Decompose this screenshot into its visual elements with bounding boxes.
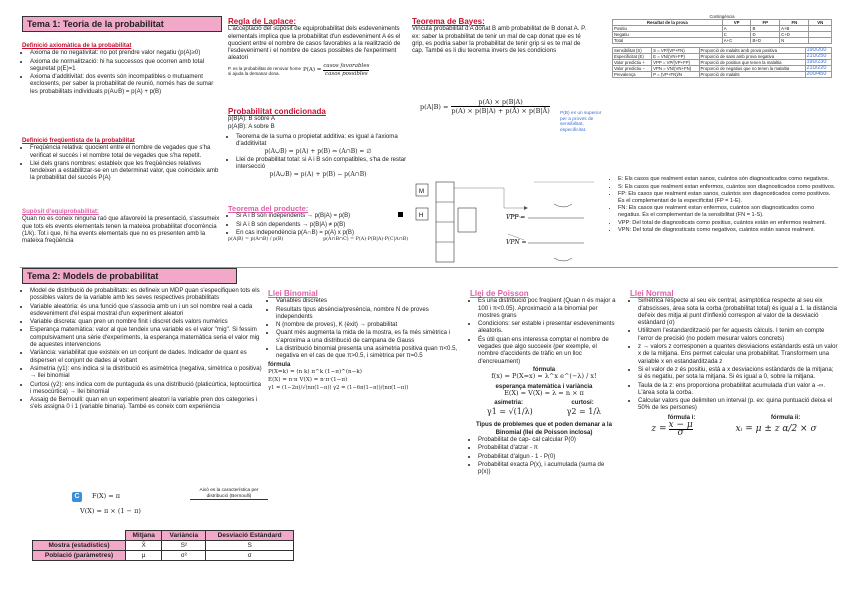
- table-cell: Valor predictiu −: [613, 66, 652, 72]
- table-cell: S: [206, 541, 294, 551]
- formula-den: σ: [677, 428, 684, 439]
- indicadors-table: [612, 47, 832, 78]
- bernoulli-note: Això es la característica per distribució (Bernoulli): [190, 488, 268, 500]
- formula-lhs: p(A|B) =: [420, 102, 449, 111]
- list-item: • Llei de probabilitat total: si A i B són compatibles, s'ha de restar intersecció: [236, 156, 408, 171]
- poisson-formula: f(x) = P(X=x) = λ^x e^(−λ) / x!: [491, 372, 597, 381]
- list-item: • La distribució binomial presenta una asimetria positiva quan π<0.5, negativa en el cas de que π>0.5, i simètrica per π=0.5: [276, 345, 464, 360]
- table-header: Desviació Estàndard: [206, 531, 294, 541]
- tree-label-m: M: [419, 189, 424, 195]
- list-item: • Si A i B són dependents → p(B|A) ≠ p(B): [236, 221, 408, 228]
- table-header: VP: [722, 20, 751, 26]
- list-item: • Resultats tipus absència/presència, nombre N de proves independents: [276, 306, 464, 321]
- table-cell: 210/220: [805, 66, 832, 72]
- table-row: [33, 551, 294, 561]
- table-cell: σ²: [162, 551, 206, 561]
- table-cell: P = (VP+FN)/N: [652, 72, 699, 78]
- condicionada-heading: Probabilitat condicionada: [228, 107, 326, 116]
- formula-num: p(A) × p(B|A): [451, 98, 549, 107]
- list-item: • Llei dels grans nombres: estableix que les freqüències relatives tendeixen a estabilitzar-se en un determinat valor, que coincideix amb la probabilitat del succés P(A): [30, 160, 220, 182]
- table-row: [613, 38, 832, 44]
- table-cell: Proporció de negatius que no tenen la malaltia: [699, 66, 805, 72]
- list-item: • E: Els casos que realment estan sanos, cuántos són diagnosticados como negativos.: [618, 176, 838, 183]
- c-logo-icon: C: [72, 492, 82, 502]
- binomial: [268, 290, 464, 392]
- list-item: • Curtosi (γ2): ens indica com de puntaguda és una distribució (platicúrtica, leptocúrtica i mesocúrtica) → llei binomial: [30, 381, 264, 396]
- list-item: • Utilitzem l'estandardització per fer aquests càlculs. I tenim en compte l'error de precisió (no podem mesurar valors concrets): [638, 327, 838, 342]
- list-item: • Variable aleatòria: és una funció que s'associa amb un i un sol nombre real a cada esdeveniment d'el espai mostral d'un experiment aleatori: [30, 303, 264, 318]
- table-cell: X̄: [126, 541, 162, 551]
- list-item: • Freqüència relativa: quocient entre el nombre de vegades que s'ha verificat el succés i el nombre total de vegades que s'ha repetit.: [30, 144, 220, 159]
- poisson-asim-label: asimetria:: [494, 399, 523, 407]
- binomial-esperanca: E(X) = n·π V(X) = n·π·(1−π): [268, 376, 348, 383]
- table-cell: 190/230: [805, 60, 832, 66]
- list-item: • Teorema de la suma o propietat additiva: es igual a l'axioma d'additivitat: [236, 133, 408, 148]
- list-item: • Variables discretes: [276, 297, 464, 304]
- formula-lhs: P(A) =: [303, 66, 322, 73]
- normal-formula-label-2: fórmula ii:: [770, 413, 801, 421]
- list-item: • Si el valor de z és positiu, està a x desviacions estàndards de la mitjana; si és negatiu, per sota la mitjana. Si és igual a 0, sobre la mitjana.: [638, 366, 838, 381]
- list-item: • Quant més augmenta la mida de la mostra, es fa més simètrica i s'aproxima a una distribució de campana de Gauss: [276, 329, 464, 344]
- table-cell: Total: [613, 38, 723, 44]
- contingencia-definitions: [610, 176, 838, 235]
- table-cell: Mostra (estadístics): [33, 541, 126, 551]
- table-cell: E = VN/(VN+FP): [652, 54, 699, 60]
- formula: p(A∩B∩C) = P(A)·P(B|A)·P(C|A∩B): [323, 237, 408, 243]
- formula-additiva: p(A∪B) = p(A) + p(B) ⇔ (A∩B) = ∅: [264, 148, 372, 156]
- list-item: • Probabilitat exacta P(x), i acumulada (suma de p(x)): [478, 461, 618, 476]
- table-cell: Proporció de sans amb prova negativa: [699, 54, 805, 60]
- producte-heading: Teorema del producte:: [228, 204, 309, 213]
- contingencia-caption: Contingència: [709, 14, 735, 19]
- poisson-curt-label: curtosi:: [571, 399, 594, 407]
- condicionada: [228, 108, 408, 179]
- table-cell: S²: [162, 541, 206, 551]
- list-item: • Probabilitat d'algun - 1 - P(0): [478, 453, 618, 460]
- bayes-note: P(B) es un superior per a proves de sensibilitat, especificitat.: [560, 111, 602, 133]
- table-header: FP: [751, 20, 780, 26]
- table-header: Resultat de la prova: [613, 20, 723, 26]
- table-cell: Valor predictiu +: [613, 60, 652, 66]
- table-cell: B: [751, 26, 780, 32]
- list-item: • En cas independència p(A∩B) = p(A) x p(B): [236, 229, 408, 236]
- normal-heading: Llei Normal: [630, 289, 674, 298]
- poisson-curtosi: γ2 = 1/λ: [566, 407, 602, 417]
- condicionada-line: p(B|A): B sobre A: [228, 115, 275, 123]
- formula-den: casos possibles: [325, 71, 368, 78]
- formula-total: p(A∪B) = p(A) + p(B) − p(A∩B): [269, 171, 367, 179]
- contingencia-block: [612, 14, 832, 78]
- laplace-heading: Regla de Laplace:: [228, 17, 297, 26]
- table-cell: A+B: [780, 26, 809, 32]
- list-item: • Probabilitat d'atzar - π: [478, 444, 618, 451]
- table-row: [613, 72, 832, 78]
- bullet-square: [398, 212, 403, 217]
- table-cell: σ: [206, 551, 294, 561]
- table-cell: Proporció de malalts: [699, 72, 805, 78]
- list-item: • Variable discreta: quan pren un nombre finit i discret dels valors numèrics: [30, 318, 264, 325]
- table-cell: C+D: [780, 32, 809, 38]
- def-axiomatica-heading: Definició axiomàtica de la probabilitat: [22, 42, 132, 49]
- list-item: • Variància: variabilitat que existeix en un conjunt de dades. Indicador de quant es dispersen el conjunt de dades al voltant: [30, 349, 264, 364]
- list-item: • Axioma d'additivitat: dos events són incompatibles o mutuament exclosents, per saber la probabilitat de reunió, només has de sumar les probabilitats individuals p(A∪B) = p(A) + p(B): [30, 73, 220, 95]
- formula-den: p(A) × p(B|A) + p(Ā) × p(B|Ā): [451, 107, 550, 115]
- condicionada-line: p(A|B): A sobre B: [228, 122, 275, 130]
- list-item: • Probabilitat de cap- cal calcular P(0): [478, 436, 618, 443]
- bayes-formula: [420, 98, 550, 115]
- vpp-label: VPP =: [506, 214, 526, 221]
- def-frequentista-heading: Definició freqüentista de la probabilitat: [22, 137, 135, 144]
- table-cell: VPP = VP/(VP+FP): [652, 60, 699, 66]
- def-frequentista: [22, 137, 220, 183]
- list-item: • Axioma de no negativitat: no pot prendre valor negatiu (p(A)≥0): [30, 49, 220, 56]
- poisson: [470, 290, 618, 477]
- table-header: VN: [809, 20, 832, 26]
- tree-label-h: H: [419, 213, 424, 219]
- formula-num: x − μ: [668, 420, 693, 431]
- list-item: • Esperança matemàtica: valor al que tendeix una variable es el valor "mig". Si fessim compulsivament una sèrie d'experiments, la esperança matemàtica seria el valor mig de aquestes intervencions: [30, 326, 264, 348]
- poisson-tipus-heading: Tipus de problemes que et poden demanar a la Binomial (llei de Poisson inclosa): [475, 421, 612, 436]
- normal-formula-label-1: fórmula i:: [667, 413, 696, 421]
- list-item: • N (nombre de proves), K (èxit) → probabilitat: [276, 321, 464, 328]
- table-row: [33, 541, 294, 551]
- table-cell: N: [780, 38, 809, 44]
- list-item: • Si A i B són independents → p(B|A) = p(B): [236, 212, 408, 219]
- producte-formulas: [228, 237, 408, 243]
- binomial-heading: Llei Binomial: [268, 289, 318, 298]
- binomial-formula-label: fórmula: [268, 360, 291, 368]
- bayes: [412, 18, 592, 54]
- list-item: • FN: Els casos que realment estan enfermos, cuántos son diagnosticados como negatius. És el complementari de la sensibilitat (FN = 1-S).: [618, 205, 838, 218]
- table-cell: μ: [126, 551, 162, 561]
- list-item: • z → valors z corresponen a quantes desviacions estàndards està un valor x de la mitjana. Ens permet calcular una probabilitat. Transformem una variable x en estandarditzada z: [638, 343, 838, 365]
- vpn-label: VPN =: [506, 239, 527, 246]
- table-header: FN: [780, 20, 809, 26]
- table-cell: Prevalença: [613, 72, 652, 78]
- equiprobabilitat: [22, 208, 220, 244]
- poisson-esp-label: esperança matemàtica i variància: [495, 382, 593, 390]
- table-cell: A+C: [722, 38, 751, 44]
- table-cell: S = VP/(VP+FN): [652, 48, 699, 54]
- poisson-esperanca: E(X) = V(X) = λ = n × π: [504, 388, 584, 397]
- poisson-heading: Llei de Poisson: [470, 289, 529, 298]
- table-header: Variància: [162, 531, 206, 541]
- normal: [630, 290, 838, 438]
- list-item: • Axioma de normalització: hi ha successos que ocorren amb total seguretat p(E)=1: [30, 58, 220, 73]
- list-item: • És una distribució poc freqüent (Quan n és major a 100 i π<0.05). Aproximació a la binomial per mostres grans: [478, 297, 618, 319]
- laplace-formula: [303, 63, 369, 79]
- list-item: • És útil quan ens interessa comptar el nombre de vegades que algo succeeix (per exemple, el nombre d'accidents de tràfic en un lloc d'encreuament): [478, 336, 618, 365]
- formula-lhs: z =: [651, 424, 667, 435]
- table-cell: 210/250: [805, 54, 832, 60]
- poisson-formula-label: fórmula: [532, 365, 556, 373]
- normal-formula-interval: xᵢ = μ ± z α/2 × σ: [735, 424, 817, 435]
- table-cell: Proporció de malalts amb prova positiva: [699, 48, 805, 54]
- def-axiomatica: [22, 42, 220, 96]
- formula: p(A|B) = p(A∩B) / p(B): [228, 237, 284, 243]
- table-cell: D: [751, 32, 780, 38]
- binomial-formula: P(X=k) = (n k) π^k (1−π)^(n−k): [268, 368, 362, 375]
- list-item: • Assaig de Bernoulli: quan en un experiment aleatori la variable pren dos categories i s'els assigna 0 i 1 (variable binaria). També es coneix com experiència: [30, 396, 264, 411]
- contingencia-table: [612, 19, 832, 44]
- table-cell: Negatiu: [613, 32, 723, 38]
- list-item: • Simètrica respecte al seu eix central, asimptòtica respecte al seu eix d'abscisses, àrea sota la corba (probabilitat total) és igual a 1. la distància del'eix des mitja al punt d'inflexió correspon al valor de la desviació estàndard (σ): [638, 297, 838, 326]
- list-item: • S: Els casos que realment estan enfermos, cuántos son diagnosticados como positivos.: [618, 184, 838, 191]
- table-cell: Població (paràmetres): [33, 551, 126, 561]
- list-item: • Asimetria (γ1): ens indica si la distribució es asimètrica (negativa, simètrica o positiva) → llei binomial: [30, 365, 264, 380]
- table-cell: VPN = VN/(VN+FN): [652, 66, 699, 72]
- table-header: Mitjana: [126, 531, 162, 541]
- table-cell: B+D: [751, 38, 780, 44]
- list-item: • Model de distribució de probabilitats: es defineix un MDP quan s'especifiquen tots els possibles valors de la variable amb les seves respectives probabilitats: [30, 287, 264, 302]
- table-cell: A: [722, 26, 751, 32]
- list-item: • Calcular valors que delimiten un interval (p. ex: quina puntuació deixa el 50% de les persones): [638, 397, 838, 412]
- table-cell: C: [722, 32, 751, 38]
- estadistics-table: [32, 530, 294, 561]
- bernoulli-vx: V(X) = π × (1 − π): [80, 507, 141, 515]
- laplace-note: P. es la probabilitat de renovar home si ajuda la demanar dona.: [228, 65, 301, 76]
- tema2-concepts: [22, 287, 264, 412]
- list-item: • VPN: Del total de diagnosticats como negativos, cuántos están sanos realment.: [618, 227, 838, 234]
- bayes-heading: Teorema de Bayes:: [412, 17, 485, 26]
- table-cell: Proporció de positius que tenen la malaltia: [699, 60, 805, 66]
- laplace: [228, 18, 408, 78]
- table-cell: Positiu: [613, 26, 723, 32]
- bayes-tree-diagram: [414, 178, 604, 270]
- table-header: [33, 531, 126, 541]
- table-cell: Especificitat (E): [613, 54, 652, 60]
- poisson-asimetria: γ1 = √(1/λ): [486, 407, 533, 417]
- list-item: • Condicions: ser estable i presentar esdeveniments aleatoris.: [478, 320, 618, 335]
- table-cell: 200/450: [805, 72, 832, 78]
- tema1-title: Tema 1: Teoria de la probabilitat: [22, 16, 222, 32]
- equiprobabilitat-text: Quan no es coneix ninguna raó que afavoreixi la presentació, s'assumeix que tots els events elementals tenen la mateixa probabilitat d'ocorrència (1/k). Tot i que, hi ha events elementals que no es presenten amb la mateixa freqüència: [22, 215, 220, 245]
- list-item: • Taula de la z: ens proporciona probabilitat acumulada d'un valor a -∞. L'àrea sota la corba.: [638, 382, 838, 397]
- tema2-title: Tema 2: Models de probabilitat: [22, 268, 237, 284]
- formula-num: casos favorables: [323, 63, 369, 71]
- normal-formula-z: [651, 422, 692, 438]
- binomial-asimetria: γ1 = (1−2π)/√(nπ(1−π)) γ2 = (1−6π(1−π))/(nπ(1−π)): [268, 384, 409, 391]
- list-item: • VPP: Del total de diagnosticats como positius, cuántos están en enfermos realment.: [618, 220, 838, 227]
- bayes-text: Vincula probabilitat d'A donat B amb probabilitat de B donat A. P. ex: saber la probabilitat de tenir un mal de cap donat que es té grip, es podria saber la probabilitat de tenir grip si es te mal de cap. També es li diu teorema invers de les condicions: [412, 25, 587, 55]
- laplace-text: L'acceptació del supòsit de equiprobabilitat dels esdeveniments elementals implica que la probabilitat d'un esdeveniment A és el quocient entre el nombre de casos favorables a la realització de l'esdeveniment i el nombre de casos possibles de l'experiment aleatori: [228, 25, 401, 62]
- table-cell: 190/200: [805, 48, 832, 54]
- list-item: • FP: Els casos que realment estan sanos, cuántos son diagnosticados como positivos. És el complementari de la especificitat (FP = 1-E).: [618, 191, 838, 204]
- producte: [228, 205, 408, 243]
- equiprobabilitat-heading: Supòsit d'equiprobabilitat:: [22, 208, 99, 215]
- table-cell: Sensibilitat (S): [613, 48, 652, 54]
- bernoulli-fx: F(X) = π: [92, 492, 121, 500]
